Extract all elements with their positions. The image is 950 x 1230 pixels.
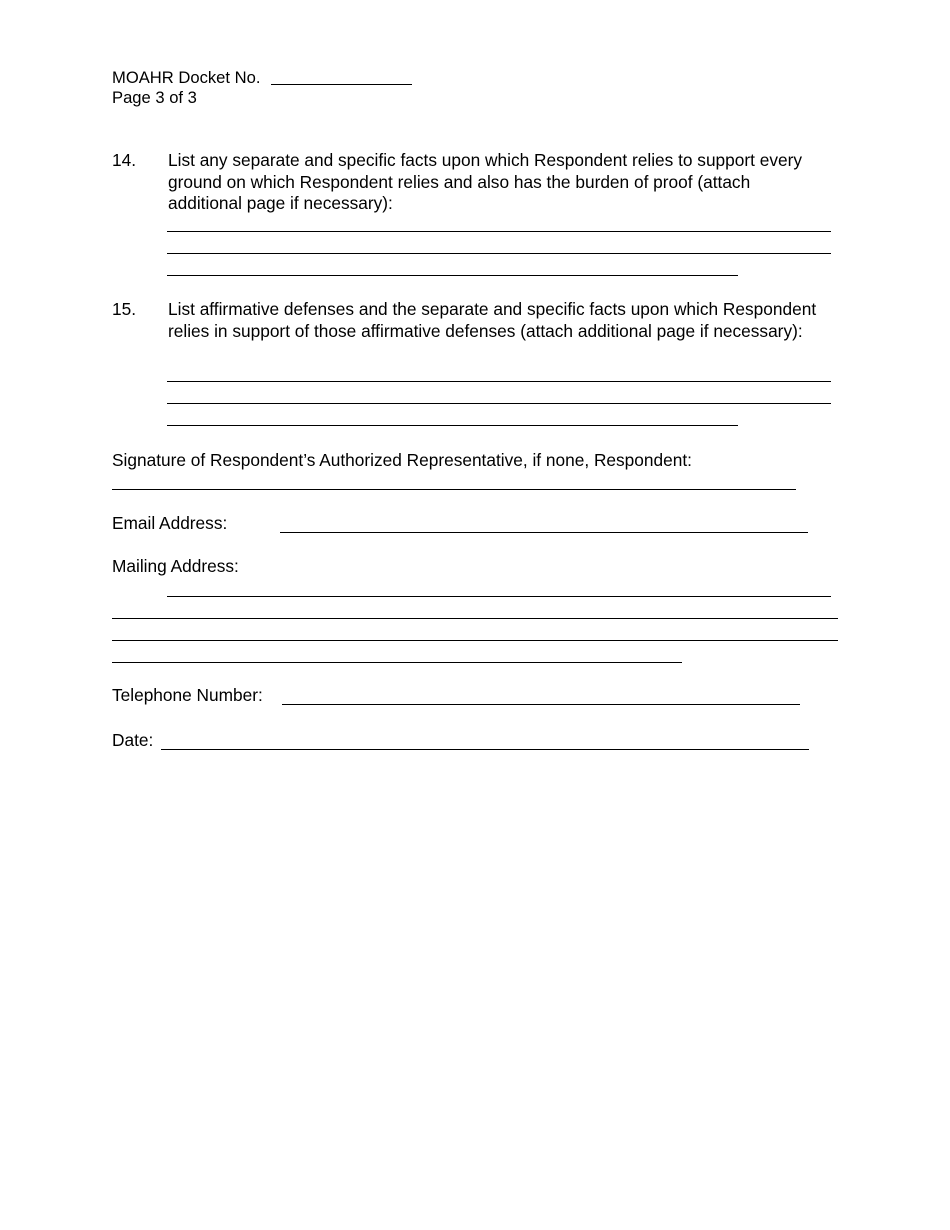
signature-field[interactable] bbox=[112, 489, 796, 490]
mailing-address-line-2[interactable] bbox=[112, 618, 838, 619]
item-15-number: 15. bbox=[112, 299, 137, 319]
item-15-answer-line-3[interactable] bbox=[167, 425, 738, 426]
telephone-label: Telephone Number: bbox=[112, 685, 263, 705]
date-field[interactable] bbox=[161, 749, 809, 750]
item-15-answer-line-1[interactable] bbox=[167, 381, 831, 382]
docket-number-field[interactable] bbox=[271, 84, 412, 85]
email-field[interactable] bbox=[280, 532, 808, 533]
page-number: Page 3 of 3 bbox=[112, 88, 197, 107]
mailing-address-line-4[interactable] bbox=[112, 662, 682, 663]
mailing-address-line-1[interactable] bbox=[167, 596, 831, 597]
item-14-text: List any separate and specific facts upon which Respondent relies to support every ground on which Respondent relies and also has the burden of proof (attach additional page if necessary): bbox=[168, 150, 803, 213]
email-label: Email Address: bbox=[112, 513, 228, 533]
item-14-number: 14. bbox=[112, 150, 137, 170]
mailing-address-label: Mailing Address: bbox=[112, 556, 239, 576]
item-15-text: List affirmative defenses and the separate and specific facts upon which Respondent relies in support of those affirmative defenses (attach additional page if necessary): bbox=[168, 299, 817, 341]
item-15-answer-line-2[interactable] bbox=[167, 403, 831, 404]
item-14-answer-line-2[interactable] bbox=[167, 253, 831, 254]
date-label: Date: bbox=[112, 730, 154, 750]
item-14-answer-line-3[interactable] bbox=[167, 275, 738, 276]
signature-label: Signature of Respondent’s Authorized Representative, if none, Respondent: bbox=[112, 450, 692, 470]
docket-label: MOAHR Docket No. bbox=[112, 68, 261, 87]
telephone-field[interactable] bbox=[282, 704, 800, 705]
mailing-address-line-3[interactable] bbox=[112, 640, 838, 641]
item-14-answer-line-1[interactable] bbox=[167, 231, 831, 232]
